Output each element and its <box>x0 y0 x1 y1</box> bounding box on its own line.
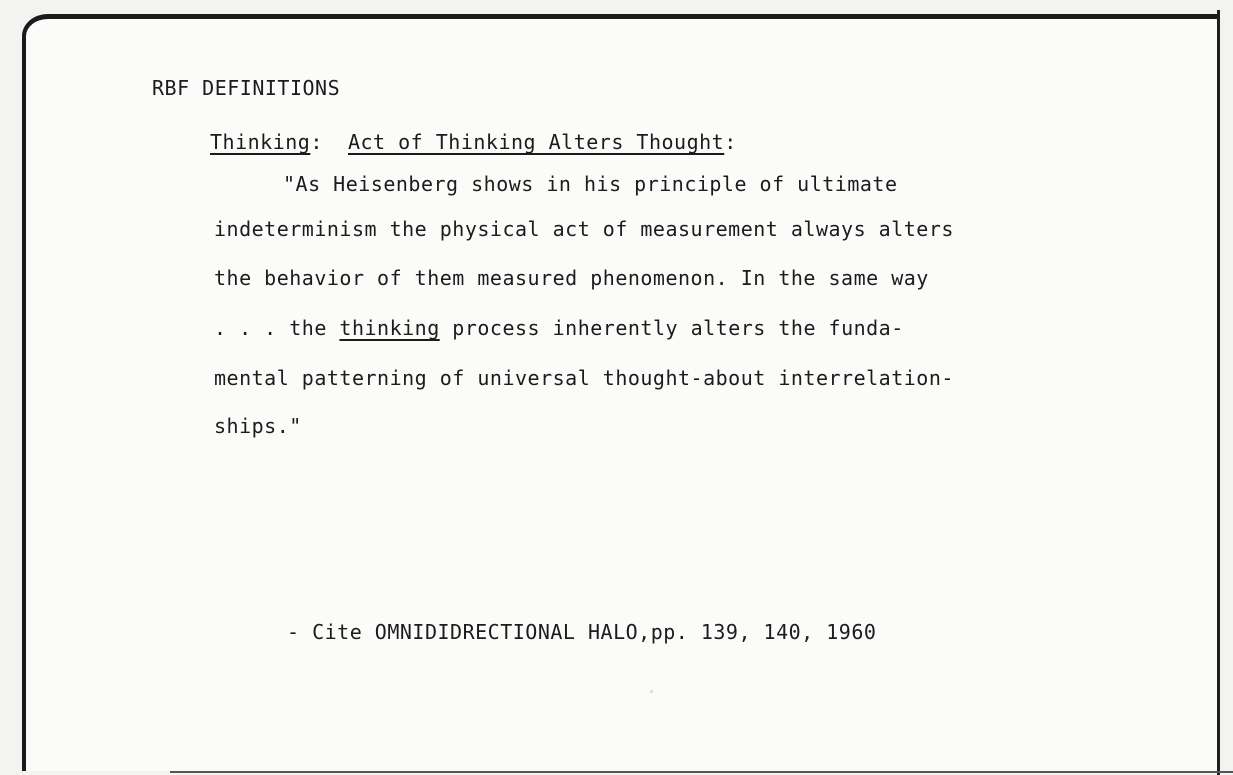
quote-line-5: mental patterning of universal thought-about interrelation- <box>214 366 954 390</box>
definition-term: Thinking <box>210 130 311 154</box>
definition-subtitle: Act of Thinking Alters Thought <box>347 130 725 154</box>
definition-term-colon: : <box>310 130 323 154</box>
right-border <box>1217 10 1220 775</box>
citation: - Cite OMNIDIDRECTIONAL HALO,pp. 139, 140, 1960 <box>287 620 877 644</box>
quote-line-4-prefix: . . . the <box>214 316 340 340</box>
paper-speck <box>650 690 653 693</box>
quote-line-4 <box>214 316 904 340</box>
document-title: RBF DEFINITIONS <box>152 76 341 100</box>
quote-emphasis-thinking: thinking <box>339 316 440 340</box>
quote-line-6: ships." <box>214 414 302 438</box>
quote-line-1: "As Heisenberg shows in his principle of ultimate <box>283 172 898 196</box>
definition-heading <box>210 130 737 154</box>
index-card <box>22 14 1218 771</box>
quote-line-2: indeterminism the physical act of measurement always alters <box>214 217 954 241</box>
definition-subtitle-colon: : <box>724 130 737 154</box>
quote-line-4-suffix: process inherently alters the funda- <box>439 316 904 340</box>
bottom-border <box>170 771 1233 773</box>
quote-line-3: the behavior of them measured phenomenon. In the same way <box>214 266 929 290</box>
